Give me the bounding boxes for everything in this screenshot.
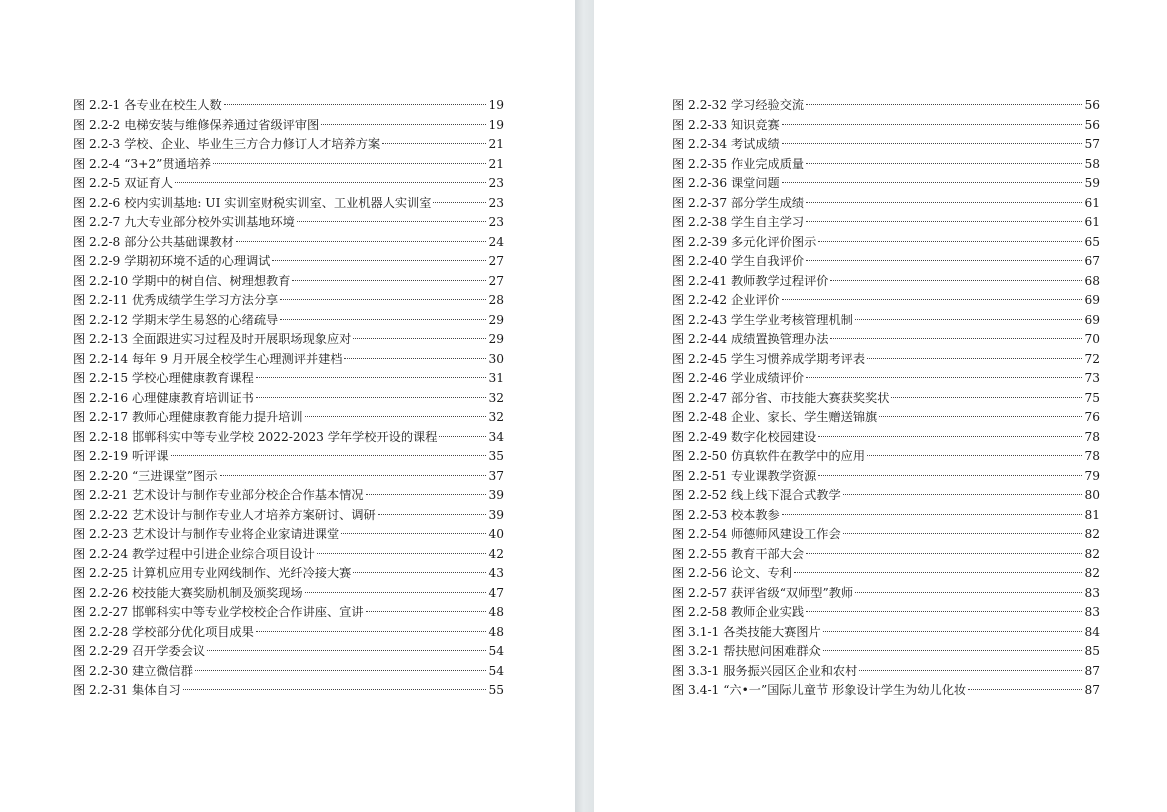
toc-entry-label: 图 2.2-40 学生自我评价 — [672, 254, 805, 268]
toc-entry-label: 图 2.2-52 线上线下混合式教学 — [672, 488, 841, 502]
toc-entry-label: 图 2.2-32 学习经验交流 — [672, 98, 805, 112]
toc-entry-label: 图 3.2-1 帮扶慰问困难群众 — [672, 644, 821, 658]
toc-entry[interactable] — [672, 584, 1100, 604]
toc-entry-page-number: 69 — [1084, 312, 1100, 327]
toc-entry-page-number: 87 — [1084, 663, 1100, 678]
dot-leader — [280, 298, 486, 300]
toc-entry-label: 图 2.2-48 企业、家长、学生赠送锦旗 — [672, 410, 878, 424]
dot-leader — [305, 591, 487, 593]
dot-leader — [256, 630, 487, 632]
toc-entry-page-number: 54 — [488, 644, 504, 658]
toc-entry-label: 图 2.2-21 艺术设计与制作专业部分校企合作基本情况 — [73, 488, 364, 502]
dot-leader — [195, 669, 487, 671]
toc-entry[interactable] — [672, 311, 1100, 331]
toc-entry-label: 图 2.2-3 学校、企业、毕业生三方合力修订人才培养方案 — [73, 137, 381, 151]
toc-entry-label: 图 2.2-9 学期初环境不适的心理调试 — [73, 254, 271, 268]
toc-entry-page-number: 19 — [488, 117, 504, 132]
toc-entry[interactable] — [73, 369, 504, 389]
dot-leader — [220, 474, 487, 476]
toc-entry-label: 图 2.2-44 成绩置换管理办法 — [672, 332, 829, 346]
toc-entry-label: 图 2.2-8 部分公共基础课教材 — [73, 234, 234, 249]
toc-entry[interactable] — [672, 603, 1100, 623]
dot-leader — [794, 571, 1083, 573]
toc-entry[interactable] — [73, 428, 504, 448]
dot-leader — [353, 337, 486, 339]
toc-entry-label: 图 3.1-1 各类技能大赛图片 — [672, 624, 821, 639]
dot-leader — [782, 298, 1083, 300]
toc-entry-label: 图 2.2-6 校内实训基地: UI 实训室财税实训室、工业机器人实训室 — [73, 195, 432, 210]
toc-entry[interactable] — [672, 116, 1100, 136]
dot-leader — [382, 142, 486, 144]
toc-entry-page-number: 57 — [1084, 137, 1100, 151]
toc-entry-page-number: 24 — [488, 234, 504, 249]
toc-entry-page-number: 76 — [1084, 410, 1100, 424]
toc-entry-page-number: 29 — [488, 312, 504, 327]
toc-entry-page-number: 75 — [1084, 390, 1100, 405]
toc-entry-label: 图 2.2-25 计算机应用专业网线制作、光纤冷接大赛 — [73, 566, 352, 580]
dot-leader — [823, 649, 1083, 651]
dot-leader — [280, 318, 486, 320]
dot-leader — [823, 630, 1083, 632]
dot-leader — [366, 493, 487, 495]
toc-entry[interactable] — [73, 447, 504, 467]
dot-leader — [183, 688, 487, 690]
toc-entry[interactable] — [672, 272, 1100, 292]
toc-entry-page-number: 34 — [488, 429, 504, 444]
dot-leader — [439, 435, 486, 437]
toc-entry-label: 图 3.3-1 服务振兴园区企业和农村 — [672, 663, 858, 678]
dot-leader — [378, 513, 487, 515]
toc-entry[interactable] — [672, 174, 1100, 194]
toc-entry-page-number: 21 — [488, 137, 504, 151]
dot-leader — [207, 649, 486, 651]
toc-entry-label: 图 2.2-43 学生学业考核管理机制 — [672, 312, 853, 327]
toc-entry-page-number: 61 — [1084, 215, 1100, 229]
dot-leader — [806, 376, 1082, 378]
toc-entry-page-number: 19 — [488, 98, 504, 112]
toc-entry[interactable] — [672, 681, 1100, 701]
toc-entry-page-number: 32 — [488, 390, 504, 405]
toc-entry-page-number: 80 — [1084, 488, 1100, 502]
toc-entry[interactable] — [73, 272, 504, 292]
toc-entry[interactable] — [672, 662, 1100, 682]
dot-leader — [830, 279, 1082, 281]
dot-leader — [806, 220, 1082, 222]
toc-entry[interactable] — [672, 350, 1100, 370]
toc-entry-label: 图 2.2-54 师德师风建设工作会 — [672, 527, 841, 541]
toc-entry-page-number: 27 — [488, 254, 504, 268]
dot-leader — [855, 318, 1083, 320]
toc-entry-label: 图 2.2-47 部分省、市技能大赛获奖奖状 — [672, 390, 890, 405]
toc-entry-label: 图 2.2-31 集体自习 — [73, 683, 181, 697]
toc-entry-page-number: 39 — [488, 488, 504, 502]
toc-entry[interactable] — [73, 623, 504, 643]
toc-entry-page-number: 82 — [1084, 527, 1100, 541]
toc-entry-page-number: 23 — [488, 215, 504, 229]
toc-entry[interactable] — [672, 564, 1100, 584]
toc-entry[interactable] — [672, 233, 1100, 253]
toc-entry-label: 图 2.2-28 学校部分优化项目成果 — [73, 624, 254, 639]
toc-entry-label: 图 2.2-50 仿真软件在教学中的应用 — [672, 449, 866, 463]
toc-entry-label: 图 3.4-1 “六•一”国际儿童节 形象设计学生为幼儿化妆 — [672, 683, 967, 697]
toc-entry-page-number: 35 — [488, 449, 504, 463]
toc-entry-label: 图 2.2-23 艺术设计与制作专业将企业家请进课堂 — [73, 527, 340, 541]
dot-leader — [806, 103, 1082, 105]
dot-leader — [317, 552, 487, 554]
toc-entry[interactable] — [672, 467, 1100, 487]
toc-entry-label: 图 2.2-55 教育干部大会 — [672, 546, 805, 561]
toc-entry[interactable] — [73, 194, 504, 214]
toc-entry-label: 图 2.2-10 学期中的树自信、树理想教育 — [73, 273, 291, 288]
toc-entry-page-number: 83 — [1084, 585, 1100, 600]
dot-leader — [867, 454, 1082, 456]
toc-entry[interactable] — [672, 369, 1100, 389]
toc-entry-label: 图 2.2-49 数字化校园建设 — [672, 429, 817, 444]
dot-leader — [818, 435, 1082, 437]
toc-entry-page-number: 79 — [1084, 468, 1100, 483]
toc-entry[interactable] — [672, 213, 1100, 233]
dot-leader — [256, 396, 487, 398]
toc-entry-label: 图 2.2-26 校技能大赛奖励机制及颁奖现场 — [73, 585, 303, 600]
toc-entry-page-number: 67 — [1084, 254, 1100, 268]
toc-entry[interactable] — [73, 252, 504, 272]
toc-entry[interactable] — [672, 96, 1100, 116]
toc-entry-label: 图 2.2-13 全面跟进实习过程及时开展职场现象应对 — [73, 332, 352, 346]
toc-entry-page-number: 70 — [1084, 332, 1100, 346]
toc-entry[interactable] — [73, 584, 504, 604]
toc-entry[interactable] — [73, 96, 504, 116]
toc-entry-page-number: 40 — [488, 527, 504, 541]
toc-entry[interactable] — [672, 623, 1100, 643]
toc-entry[interactable] — [672, 252, 1100, 272]
toc-entry-label: 图 2.2-7 九大专业部分校外实训基地环境 — [73, 215, 295, 229]
toc-entry[interactable] — [672, 642, 1100, 662]
toc-entry[interactable] — [73, 116, 504, 136]
dot-leader — [782, 513, 1083, 515]
toc-entry[interactable] — [73, 311, 504, 331]
dot-leader — [341, 532, 486, 534]
toc-entry-label: 图 2.2-57 获评省级“双师型”教师 — [672, 585, 854, 600]
dot-leader — [859, 669, 1082, 671]
toc-entry-label: 图 2.2-19 听评课 — [73, 449, 169, 463]
dot-leader — [171, 454, 487, 456]
dot-leader — [305, 415, 487, 417]
dot-leader — [891, 396, 1082, 398]
toc-entry-label: 图 2.2-29 召开学委会议 — [73, 644, 206, 658]
toc-entry-page-number: 78 — [1084, 449, 1100, 463]
toc-entry[interactable] — [73, 506, 504, 526]
toc-entry-label: 图 2.2-39 多元化评价图示 — [672, 234, 817, 249]
dot-leader — [433, 201, 486, 203]
toc-entry[interactable] — [672, 330, 1100, 350]
toc-entry-page-number: 54 — [488, 663, 504, 678]
toc-entry-label: 图 2.2-51 专业课教学资源 — [672, 468, 817, 483]
toc-entry[interactable] — [73, 135, 504, 155]
dot-leader — [879, 415, 1082, 417]
toc-entry-page-number: 56 — [1084, 117, 1100, 132]
toc-entry-page-number: 82 — [1084, 546, 1100, 561]
dot-leader — [782, 123, 1083, 125]
toc-entry-label: 图 2.2-15 学校心理健康教育课程 — [73, 371, 254, 385]
dot-leader — [843, 493, 1083, 495]
toc-entry-page-number: 23 — [488, 176, 504, 190]
toc-entry-page-number: 78 — [1084, 429, 1100, 444]
toc-entry-label: 图 2.2-17 教师心理健康教育能力提升培训 — [73, 410, 303, 424]
toc-entry[interactable] — [672, 155, 1100, 175]
toc-entry-label: 图 2.2-12 学期末学生易怒的心绪疏导 — [73, 312, 279, 327]
toc-entry-page-number: 21 — [488, 156, 504, 171]
toc-entry-page-number: 59 — [1084, 176, 1100, 190]
toc-entry[interactable] — [672, 447, 1100, 467]
toc-entry[interactable] — [73, 291, 504, 311]
toc-entry[interactable] — [672, 506, 1100, 526]
toc-entry[interactable] — [73, 525, 504, 545]
dot-leader — [830, 337, 1082, 339]
toc-entry-page-number: 83 — [1084, 605, 1100, 619]
toc-entry-page-number: 84 — [1084, 624, 1100, 639]
toc-entry[interactable] — [672, 486, 1100, 506]
toc-entry-page-number: 37 — [488, 468, 504, 483]
toc-entry-label: 图 2.2-41 教师教学过程评价 — [672, 273, 829, 288]
dot-leader — [782, 181, 1083, 183]
toc-entry-label: 图 2.2-18 邯郸科实中等专业学校 2022-2023 学年学校开设的课程 — [73, 429, 438, 444]
toc-entry[interactable] — [73, 155, 504, 175]
dot-leader — [867, 357, 1082, 359]
toc-entry[interactable] — [73, 330, 504, 350]
toc-entry-page-number: 65 — [1084, 234, 1100, 249]
dot-leader — [806, 552, 1082, 554]
toc-entry-page-number: 73 — [1084, 371, 1100, 385]
toc-entry[interactable] — [73, 545, 504, 565]
toc-entry-page-number: 42 — [488, 546, 504, 561]
toc-entry-page-number: 23 — [488, 195, 504, 210]
toc-entry-label: 图 2.2-36 课堂问题 — [672, 176, 780, 190]
dot-leader — [968, 688, 1082, 690]
toc-entry[interactable] — [73, 564, 504, 584]
toc-entry[interactable] — [73, 174, 504, 194]
toc-entry[interactable] — [73, 233, 504, 253]
toc-entry-label: 图 2.2-22 艺术设计与制作专业人才培养方案研讨、调研 — [73, 507, 376, 522]
figure-list-left — [73, 96, 504, 701]
toc-entry-page-number: 87 — [1084, 683, 1100, 697]
toc-entry-label: 图 2.2-20 “三进课堂”图示 — [73, 468, 218, 483]
dot-leader — [806, 259, 1082, 261]
toc-entry-label: 图 2.2-56 论文、专利 — [672, 566, 792, 580]
dot-leader — [292, 279, 486, 281]
toc-entry-label: 图 2.2-5 双证育人 — [73, 176, 173, 190]
toc-entry[interactable] — [672, 291, 1100, 311]
toc-entry-label: 图 2.2-30 建立微信群 — [73, 663, 193, 678]
dot-leader — [782, 142, 1083, 144]
dot-leader — [297, 220, 487, 222]
dot-leader — [224, 103, 487, 105]
toc-entry-page-number: 31 — [488, 371, 504, 385]
toc-entry[interactable] — [672, 428, 1100, 448]
dot-leader — [272, 259, 486, 261]
toc-entry[interactable] — [73, 603, 504, 623]
dot-leader — [818, 240, 1082, 242]
toc-entry-page-number: 28 — [488, 293, 504, 307]
toc-entry-page-number: 30 — [488, 351, 504, 366]
dot-leader — [321, 123, 486, 125]
dot-leader — [806, 610, 1082, 612]
toc-entry[interactable] — [73, 350, 504, 370]
toc-entry-label: 图 2.2-16 心理健康教育培训证书 — [73, 390, 254, 405]
toc-entry-label: 图 2.2-34 考试成绩 — [672, 137, 780, 151]
toc-entry[interactable] — [73, 389, 504, 409]
toc-entry-label: 图 2.2-14 每年 9 月开展全校学生心理测评并建档 — [73, 351, 343, 366]
toc-entry-label: 图 2.2-37 部分学生成绩 — [672, 195, 805, 210]
toc-entry[interactable] — [73, 213, 504, 233]
toc-entry-page-number: 47 — [488, 585, 504, 600]
toc-entry-page-number: 43 — [488, 566, 504, 580]
toc-entry[interactable] — [73, 486, 504, 506]
toc-entry-label: 图 2.2-11 优秀成绩学生学习方法分享 — [73, 293, 279, 307]
toc-entry[interactable] — [672, 194, 1100, 214]
toc-entry-page-number: 27 — [488, 273, 504, 288]
toc-entry-label: 图 2.2-33 知识竞赛 — [672, 117, 780, 132]
toc-entry[interactable] — [73, 662, 504, 682]
toc-entry-label: 图 2.2-53 校本教参 — [672, 507, 780, 522]
dot-leader — [344, 357, 486, 359]
toc-entry-label: 图 2.2-2 电梯安装与维修保养通过省级评审图 — [73, 117, 320, 132]
toc-entry[interactable] — [73, 467, 504, 487]
toc-entry-label: 图 2.2-58 教师企业实践 — [672, 605, 805, 619]
toc-entry-label: 图 2.2-35 作业完成质量 — [672, 156, 805, 171]
toc-entry[interactable] — [73, 408, 504, 428]
figure-list-right — [672, 96, 1100, 701]
right-page — [594, 0, 1167, 812]
dot-leader — [818, 474, 1082, 476]
toc-entry-label: 图 2.2-24 教学过程中引进企业综合项目设计 — [73, 546, 315, 561]
dot-leader — [256, 376, 487, 378]
toc-entry-page-number: 85 — [1084, 644, 1100, 658]
toc-entry-page-number: 29 — [488, 332, 504, 346]
page-gutter — [575, 0, 594, 812]
toc-entry-page-number: 82 — [1084, 566, 1100, 580]
dot-leader — [366, 610, 487, 612]
toc-entry[interactable] — [672, 389, 1100, 409]
dot-leader — [806, 162, 1082, 164]
toc-entry-page-number: 56 — [1084, 98, 1100, 112]
toc-entry-label: 图 2.2-27 邯郸科实中等专业学校校企合作讲座、宣讲 — [73, 605, 364, 619]
toc-entry-label: 图 2.2-1 各专业在校生人数 — [73, 98, 222, 112]
toc-entry-page-number: 58 — [1084, 156, 1100, 171]
toc-entry-page-number: 32 — [488, 410, 504, 424]
dot-leader — [353, 571, 486, 573]
toc-entry-label: 图 2.2-42 企业评价 — [672, 293, 780, 307]
toc-entry-label: 图 2.2-4 “3+2”贯通培养 — [73, 156, 212, 171]
toc-entry[interactable] — [672, 135, 1100, 155]
dot-leader — [175, 181, 487, 183]
toc-entry[interactable] — [672, 408, 1100, 428]
toc-entry-page-number: 69 — [1084, 293, 1100, 307]
toc-entry-page-number: 48 — [488, 605, 504, 619]
toc-entry[interactable] — [73, 681, 504, 701]
toc-entry-page-number: 68 — [1084, 273, 1100, 288]
toc-entry-page-number: 72 — [1084, 351, 1100, 366]
dot-leader — [843, 532, 1083, 534]
left-page — [0, 0, 575, 812]
toc-entry-label: 图 2.2-38 学生自主学习 — [672, 215, 805, 229]
toc-entry-label: 图 2.2-45 学生习惯养成学期考评表 — [672, 351, 866, 366]
dot-leader — [213, 162, 486, 164]
toc-entry[interactable] — [73, 642, 504, 662]
toc-entry[interactable] — [672, 525, 1100, 545]
toc-entry-page-number: 55 — [488, 683, 504, 697]
toc-entry-page-number: 61 — [1084, 195, 1100, 210]
dot-leader — [236, 240, 487, 242]
toc-entry-page-number: 81 — [1084, 507, 1100, 522]
dot-leader — [855, 591, 1082, 593]
toc-entry-page-number: 39 — [488, 507, 504, 522]
toc-entry[interactable] — [672, 545, 1100, 565]
dot-leader — [806, 201, 1082, 203]
toc-entry-page-number: 48 — [488, 624, 504, 639]
toc-entry-label: 图 2.2-46 学业成绩评价 — [672, 371, 805, 385]
